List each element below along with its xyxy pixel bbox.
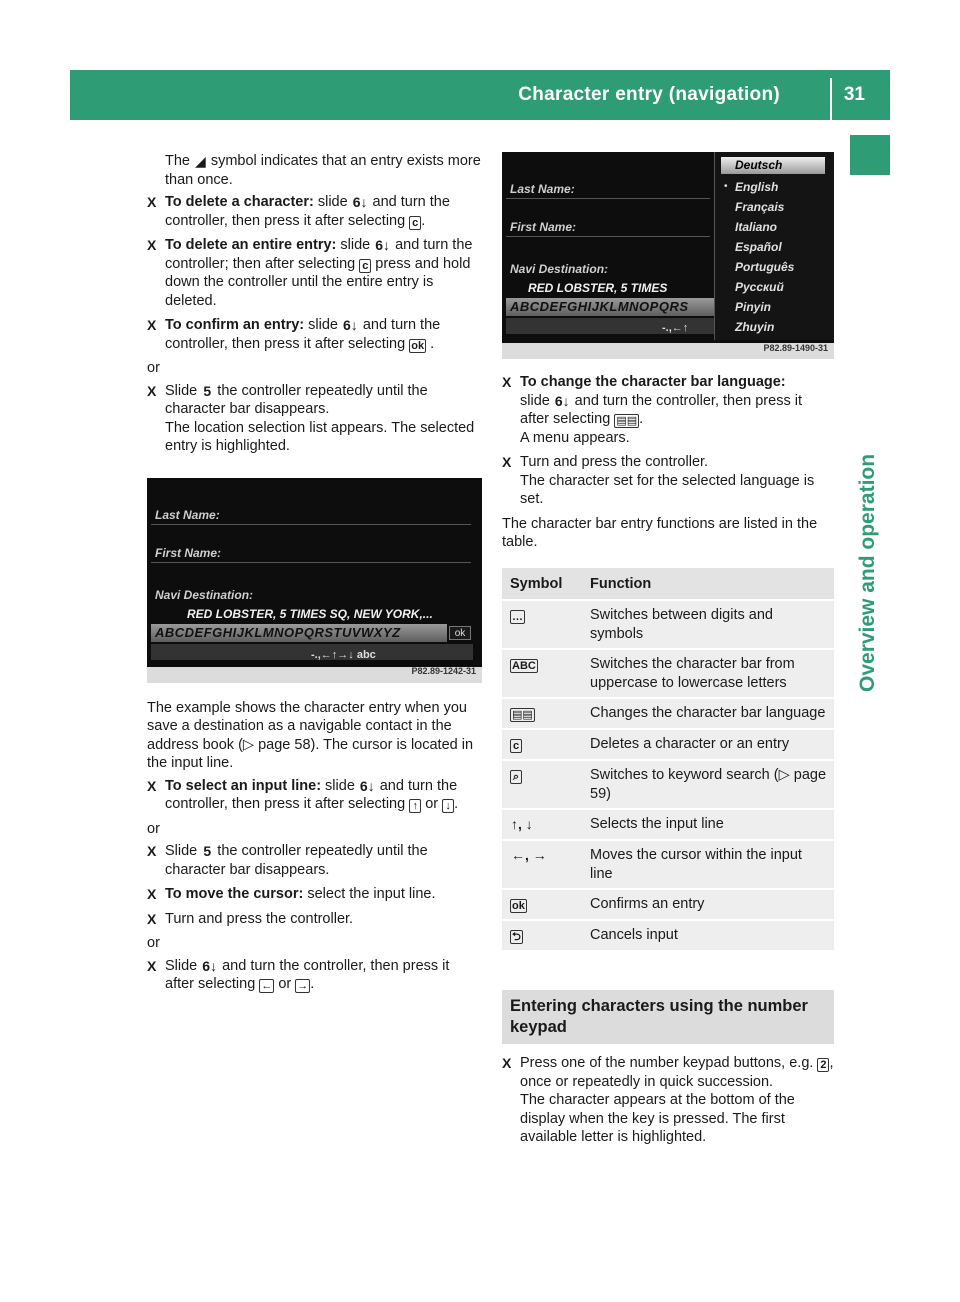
bullet-icon: • [724, 181, 728, 192]
step-arrow-icon: X [147, 843, 157, 859]
table-header-symbol: Symbol [502, 568, 582, 600]
table-row: ←, → Moves the cursor within the input line [502, 841, 834, 888]
language-option[interactable]: Italiano [735, 220, 778, 234]
step-delete-entry: X To delete an entire entry: slide 6↓ and turn the controller; then after selecting c press and hold down the controller until the entire entry is deleted. [147, 237, 473, 309]
step-result: The character set for the selected language is set. [520, 472, 815, 507]
language-option-selected[interactable]: Deutsch [721, 157, 825, 174]
page-number: 31 [843, 84, 865, 105]
controller-slide-up-icon: 5 [203, 843, 212, 859]
step-arrow-icon: X [147, 382, 157, 399]
table-row: ▤▤ Changes the character bar language [502, 699, 834, 728]
search-icon: ⌕ [510, 770, 522, 784]
left-column [147, 152, 482, 1000]
table-row: ok Confirms an entry [502, 890, 834, 919]
abc-icon: ABC [512, 660, 536, 672]
right-column [502, 152, 834, 1153]
section-heading: Entering characters using the number keypad [502, 990, 834, 1044]
table-row: … Switches between digits and symbols [502, 601, 834, 648]
step-arrow-icon: X [502, 374, 512, 390]
or-text: or [147, 935, 160, 951]
language-option[interactable]: Português [735, 260, 795, 274]
step-arrow-icon: X [147, 910, 157, 927]
ok-icon: ok [411, 339, 425, 352]
step-arrow-icon: X [147, 194, 157, 210]
step-move-cursor: X To move the cursor: select the input line. [147, 886, 436, 902]
controller-knob-icon: 6↓ [343, 317, 358, 333]
controller-knob-icon: 6↓ [202, 957, 218, 974]
page-header [70, 70, 890, 120]
delete-icon: c [359, 259, 371, 273]
character-bar: ABCDEFGHIJKLMNOPQRS [506, 298, 714, 316]
step-slide-cursor: X Slide 6↓ and turn the controller, then press it after selecting ← or → . [147, 957, 450, 992]
ok-icon: ok [449, 626, 471, 640]
screenshot-language-menu: Last Name: First Name: Navi Destination: RED LOBSTER, 5 TIMES ABCDEFGHIJKLMNOPQRS -.,←↑ Deutsch • English Français Italiano Español Português Русский Pinyin Zhuyin P82.89-1490-31 [502, 152, 834, 359]
table-row: ↑, ↓ Selects the input line [502, 810, 834, 839]
table-row: ⮌ Cancels input [502, 921, 834, 950]
ok-icon: ok [512, 900, 525, 912]
language-menu [714, 152, 834, 340]
arrow-up-down-icon: ↑, ↓ [511, 816, 533, 832]
step-keypad: X Press one of the number keypad buttons, e.g. 2 , once or repeatedly in quick succession. The character appears at the bottom of the display when the key is pressed. The first available letter is highlighted. [502, 1055, 834, 1145]
step-confirm-entry: X To confirm an entry: slide 6↓ and turn the controller, then press it after selecting ok . [147, 317, 441, 352]
table-header-function: Function [582, 568, 834, 600]
language-option[interactable]: English [735, 180, 779, 194]
step-arrow-icon: X [502, 454, 512, 470]
step-arrow-icon: X [502, 1055, 512, 1071]
step-arrow-icon: X [147, 886, 157, 902]
ellipsis-icon: … [512, 611, 523, 623]
step-result: The character appears at the bottom of the display when the key is pressed. The first available letter is highlighted. [520, 1092, 795, 1145]
step-select-input-line: X To select an input line: slide 6↓ and turn the controller, then press it after selecting ↑ or ↓ . [147, 777, 459, 812]
multiple-entry-icon: ◢ [195, 153, 206, 169]
example-text: The example shows the character entry when you save a destination as a navigable contact in the address book (▷ page 58). The cursor is located in the input line. [147, 699, 474, 771]
step-turn-press-right: X Turn and press the controller. The character set for the selected language is set. [502, 454, 815, 507]
arrow-down-icon: ↓ [442, 799, 454, 813]
step-arrow-icon: X [147, 317, 157, 333]
section-tab [850, 135, 890, 175]
language-option[interactable]: Русский [735, 280, 784, 294]
controller-knob-icon: 6↓ [352, 194, 368, 210]
cancel-icon: ⮌ [512, 931, 521, 943]
step-arrow-icon: X [147, 237, 157, 253]
table-row: c Deletes a character or an entry [502, 730, 834, 759]
screenshot-character-entry: Last Name: First Name: Navi Destination: RED LOBSTER, 5 TIMES SQ, NEW YORK,... ABCDEFGHIJKLMNOPQRSTUVWXYZ ok -.,←↑→↓ abc P82.89-1242-31 [147, 478, 482, 683]
delete-icon: c [409, 216, 421, 230]
language-icon: ▤▤ [512, 709, 533, 721]
or-text: or [147, 360, 160, 376]
figure-caption: P82.89-1242-31 [411, 666, 476, 676]
figure-caption: P82.89-1490-31 [763, 342, 828, 353]
step-change-language: X To change the character bar language: slide 6↓ and turn the controller, then press it after selecting ▤▤ . A menu appears. [502, 374, 802, 446]
step-arrow-icon: X [147, 957, 157, 974]
function-table [502, 566, 834, 953]
step-slide-up-2: X Slide 5 the controller repeatedly until the character bar disappears. [147, 843, 428, 878]
language-option[interactable]: Español [735, 240, 782, 254]
language-option[interactable]: Français [735, 200, 785, 214]
controller-knob-icon: 6↓ [359, 777, 375, 794]
intro-paragraph: The ◢ symbol indicates that an entry exists more than once. [165, 153, 481, 188]
arrow-right-icon: → [297, 980, 309, 992]
or-text: or [147, 820, 160, 837]
step-slide-up: X Slide 5 the controller repeatedly until the character bar disappears. The location selection list appears. The selected entry is highlighted. [147, 382, 475, 454]
delete-icon: c [510, 739, 522, 753]
table-row: ⌕ Switches to keyword search (▷ page 59) [502, 761, 834, 808]
table-row: ABC Switches the character bar from uppercase to lowercase letters [502, 650, 834, 697]
header-divider [830, 78, 832, 120]
step-delete-character: X To delete a character: slide 6↓ and turn the controller, then press it after selecting c . [147, 194, 450, 229]
step-turn-press: X Turn and press the controller. [147, 910, 354, 927]
controller-knob-icon: 6↓ [554, 392, 570, 409]
arrow-left-right-icon: ←, → [511, 847, 547, 863]
step-result: A menu appears. [520, 429, 630, 446]
controller-knob-icon: 6↓ [375, 237, 391, 253]
keypad-2-icon: 2 [817, 1058, 829, 1072]
language-option[interactable]: Zhuyin [735, 320, 775, 334]
side-label: Overview and operation [856, 453, 879, 692]
side-label-container [848, 182, 888, 692]
language-icon: ▤▤ [616, 415, 638, 427]
character-bar: ABCDEFGHIJKLMNOPQRSTUVWXYZ [151, 624, 447, 642]
step-result: The location selection list appears. The selected entry is highlighted. [165, 419, 475, 454]
step-arrow-icon: X [147, 777, 157, 794]
arrow-left-icon: ← [261, 980, 273, 992]
page-title: Character entry (navigation) [518, 84, 780, 105]
controller-slide-up-icon: 5 [203, 382, 212, 399]
language-option[interactable]: Pinyin [735, 300, 772, 314]
table-intro: The character bar entry functions are listed in the table. [502, 515, 818, 550]
arrow-up-icon: ↑ [409, 799, 421, 813]
